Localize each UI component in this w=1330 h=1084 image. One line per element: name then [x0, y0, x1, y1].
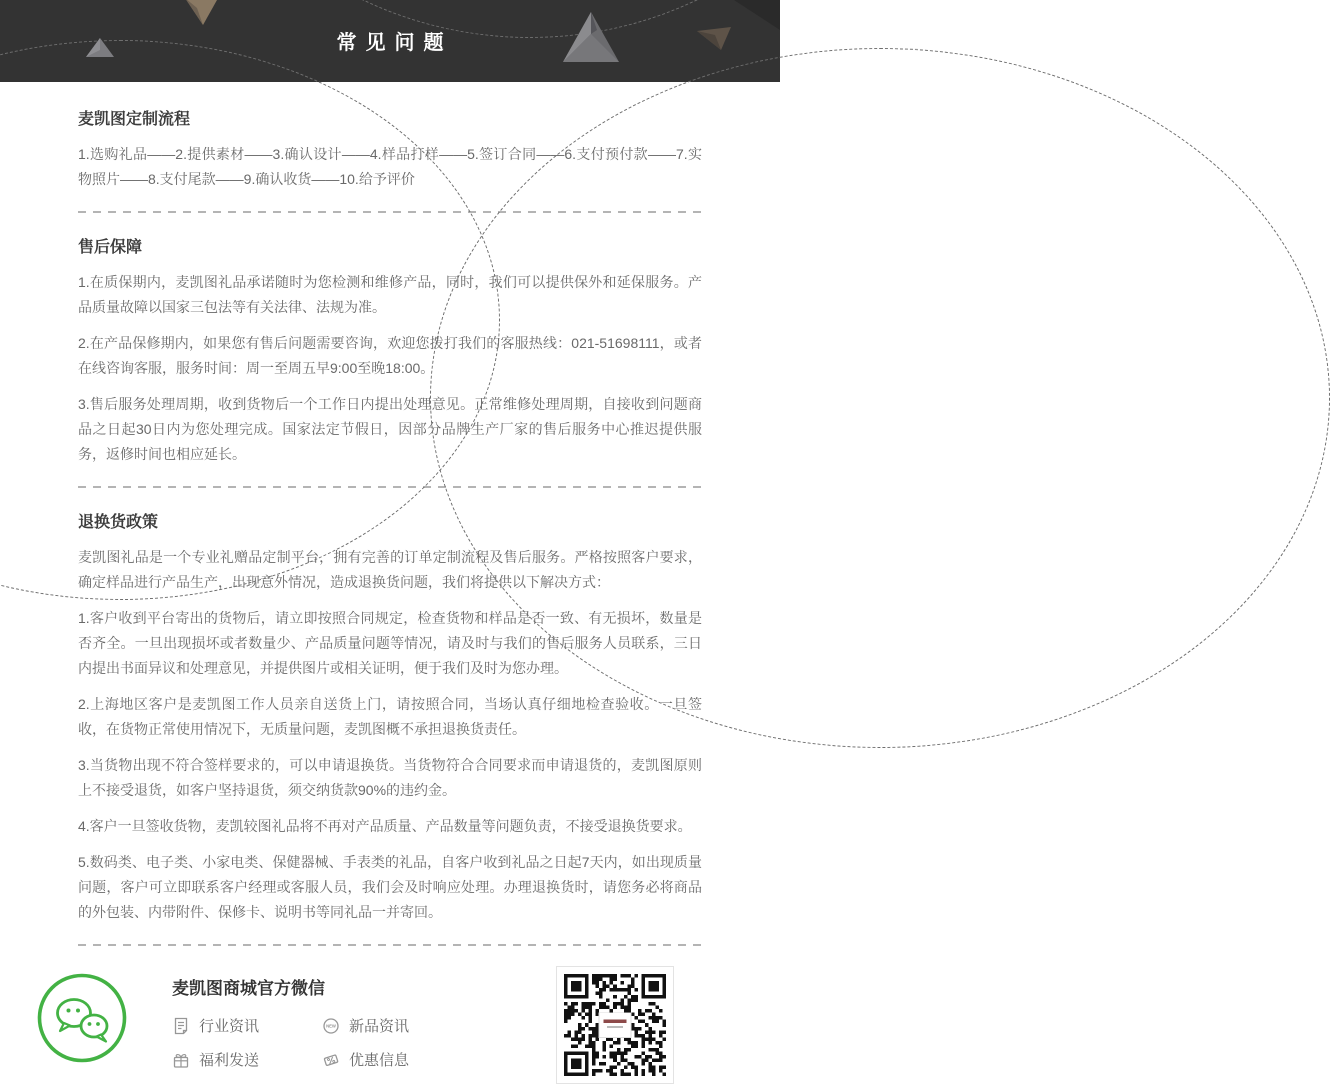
section-paragraph: 3.当货物出现不符合签样要求的，可以申请退换货。当货物符合合同要求而申请退货的，麦凯图原则上不接受退货，如客户坚持退货，须交纳货款90%的违约金。: [78, 757, 702, 798]
gift-icon: [172, 1051, 190, 1069]
qr-code-image: [564, 974, 666, 1076]
dashed-arc-decoration: [430, 48, 1330, 748]
feature-item: [172, 1015, 322, 1036]
section-paragraph: 1.选购礼品——2.提供素材——3.确认设计——4.样品打样——5.签订合同——6.支付预付款——7.实物照片——8.支付尾款——9.确认收货——10.给予评价: [78, 146, 702, 187]
feature-label: 福利发送: [199, 1052, 260, 1069]
feature-label: 行业资讯: [199, 1018, 260, 1035]
feature-grid: [172, 1015, 409, 1070]
news-doc-icon: [172, 1017, 190, 1035]
section-paragraph: 2.上海地区客户是麦凯图工作人员亲自送货上门，请按照合同，当场认真仔细地检查验收。一旦签收，在货物正常使用情况下，无质量问题，麦凯图概不承担退换货责任。: [78, 696, 702, 737]
section-paragraph: 1.在质保期内，麦凯图礼品承诺随时为您检测和维修产品，同时，我们可以提供保外和延保服务。产品质量故障以国家三包法等有关法律、法规为准。: [78, 274, 702, 315]
feature-item: [322, 1049, 409, 1070]
section-paragraph: 5.数码类、电子类、小家电类、保健器械、手表类的礼品，自客户收到礼品之日起7天内，如出现质量问题，客户可立即联系客户经理或客服人员，我们会及时响应处理。办理退换货时，请您务必将商品的外包装、内带附件、保修卡、说明书等同礼品一并寄回。: [78, 854, 702, 920]
page-header: [0, 0, 780, 82]
section-paragraph: 3.售后服务处理周期，收到货物后一个工作日内提出处理意见。正常维修处理周期，自接收到问题商品之日起30日内为您处理完成。国家法定节假日，因部分品牌生产厂家的售后服务中心推迟提供服务，返修时间也相应延长。: [78, 396, 702, 462]
svg-text:NEW: NEW: [326, 1023, 336, 1029]
feature-item: [322, 1015, 409, 1036]
section-paragraph: 4.客户一旦签收货物，麦凯较图礼品将不再对产品质量、产品数量等问题负责，不接受退换货要求。: [78, 818, 692, 834]
wechat-account-title: 麦凯图商城官方微信: [172, 979, 325, 998]
feature-label: 优惠信息: [349, 1052, 410, 1069]
section-title: 退换货政策: [78, 514, 159, 531]
new-badge-icon: [322, 1017, 340, 1035]
feature-item: [172, 1049, 322, 1070]
section-paragraph: 麦凯图礼品是一个专业礼赠品定制平台，拥有完善的订单定制流程及售后服务。严格按照客户要求，确定样品进行产品生产，出现意外情况，造成退换货问题，我们将提供以下解决方式：: [78, 549, 702, 590]
feature-label: 新品资讯: [349, 1018, 410, 1035]
wechat-icon: [36, 972, 128, 1064]
wechat-info: [172, 974, 409, 1070]
section-paragraph: 2.在产品保修期内，如果您有售后问题需要咨询，欢迎您拨打我们的客服热线：021-51698111，或者在线咨询客服，服务时间：周一至周五早9:00至晚18:00。: [78, 335, 702, 376]
triangle-decoration: [183, 0, 219, 26]
footer: [0, 946, 780, 1084]
section-title: 售后保障: [78, 239, 143, 256]
qr-code: [556, 966, 674, 1084]
section-paragraph: 1.客户收到平台寄出的货物后，请立即按照合同规定，检查货物和样品是否一致、有无损坏，数量是否齐全。一旦出现损坏或者数量少、产品质量问题等情况，请及时与我们的售后服务人员联系，三日内提出书面异议和处理意见，并提供图片或相关证明，便于我们及时为您办理。: [78, 610, 702, 676]
coupon-icon: [322, 1051, 340, 1069]
section-title: 麦凯图定制流程: [78, 111, 191, 128]
page-title: 常见问题: [336, 32, 453, 54]
